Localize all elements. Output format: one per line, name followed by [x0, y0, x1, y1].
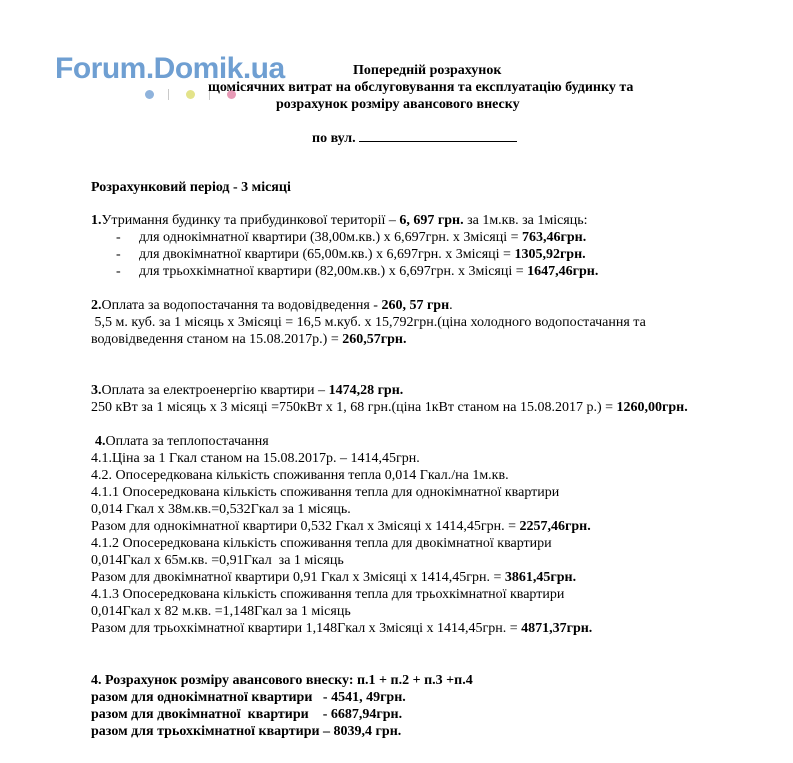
- section-4-line-8-text: Разом для двокімнатної квартири 0,91 Гкал х 3місяці х 1414,45грн. =: [91, 570, 505, 585]
- section-4-line-6: 4.1.2 Опосередкована кількість споживання тепла для двокімнатної квартири: [91, 536, 552, 551]
- section-4-title: Оплата за теплопостачання: [105, 434, 269, 449]
- section-4-line-7: 0,014Гкал х 65м.кв. =0,91Гкал за 1 місяць: [91, 553, 344, 568]
- address-line: [312, 128, 517, 147]
- section-1-item-2: [139, 246, 586, 263]
- section-1-item-1: [139, 229, 586, 246]
- item-text: для двокімнатної квартири (65,00м.кв.) х 6,697грн. х 3місяці =: [139, 247, 515, 262]
- section-4-line-3: 4.1.1 Опосередкована кількість споживання тепла для однокімнатної квартири: [91, 485, 560, 500]
- section-2-total: 260,57грн.: [342, 332, 407, 347]
- section-4-line-8: [91, 569, 576, 586]
- list-dash: -: [116, 264, 121, 279]
- section-4-line-9: 4.1.3 Опосередкована кількість споживання тепла для трьохкімнатної квартири: [91, 587, 565, 602]
- section-4-total-3: 4871,37грн.: [521, 621, 593, 636]
- section-4-line-11: [91, 620, 592, 637]
- period-line: Розрахунковий період - 3 місяці: [91, 180, 291, 195]
- section-1-number: 1.: [91, 213, 102, 228]
- item-total: 1647,46грн.: [527, 264, 599, 279]
- section-4-line-4: 0,014 Гкал х 38м.кв.=0,532Гкал за 1 місяць.: [91, 502, 351, 517]
- address-blank: [359, 128, 517, 142]
- section-2-text: Оплата за водопостачання та водовідведення -: [101, 298, 382, 313]
- section-4-total-2: 3861,45грн.: [504, 570, 577, 585]
- section-4-line-1: 4.1.Ціна за 1 Гкал станом на 15.08.2017р. – 1414,45грн.: [91, 451, 420, 466]
- section-2-tail: .: [449, 298, 453, 313]
- section-2-line-2: 5,5 м. куб. за 1 місяць х 3місяці = 16,5 м.куб. х 15,792грн.(ціна холодного водопостачання та: [91, 315, 646, 330]
- logo-dot-yellow-icon: [186, 90, 195, 99]
- item-total: 763,46грн.: [522, 230, 587, 245]
- section-2-rate: 260, 57 грн: [381, 298, 450, 313]
- section-3-text: Оплата за електроенергію квартири –: [101, 383, 329, 398]
- section-3-line-2-text: 250 кВт за 1 місяць х 3 місяці =750кВт х 1, 68 грн.(ціна 1кВт станом на 15.08.2017 р.) =: [91, 400, 617, 415]
- section-2-line-3: [91, 331, 406, 348]
- list-dash: -: [116, 247, 121, 262]
- section-1-tail: за 1м.кв. за 1місяць:: [463, 213, 588, 228]
- section-3-total: 1260,00грн.: [616, 400, 688, 415]
- section-2-heading: [91, 297, 453, 314]
- section-2-number: 2.: [91, 298, 102, 313]
- section-3-line-2: [91, 399, 688, 416]
- item-text: для однокімнатної квартири (38,00м.кв.) х 6,697грн. х 3місяці =: [139, 230, 523, 245]
- section-4-number: 4.: [95, 434, 106, 449]
- section-4-line-2: 4.2. Опосередкована кількість споживання тепла 0,014 Гкал./на 1м.кв.: [91, 468, 509, 483]
- item-text: для трьохкімнатної квартири (82,00м.кв.) х 6,697грн. х 3місяці =: [139, 264, 528, 279]
- list-dash: -: [116, 230, 121, 245]
- header-line-2: щомісячних витрат на обслуговування та експлуатацію будинку та: [208, 80, 634, 95]
- summary-line-3: разом для трьохкімнатної квартири – 8039,4 грн.: [91, 724, 402, 739]
- section-1-item-3: [139, 263, 598, 280]
- section-4-line-5: [91, 518, 591, 535]
- section-3-rate: 1474,28 грн.: [328, 383, 404, 398]
- logo-divider-icon: [168, 89, 169, 100]
- section-4-line-5-text: Разом для однокімнатної квартири 0,532 Гкал х 3місяці х 1414,45грн. =: [91, 519, 520, 534]
- address-label: по вул.: [312, 131, 356, 146]
- section-4-heading: [95, 433, 269, 450]
- section-4-line-11-text: Разом для трьохкімнатної квартири 1,148Гкал х 3місяці х 1414,45грн. =: [91, 621, 522, 636]
- summary-line-2: разом для двокімнатної квартири - 6687,94грн.: [91, 707, 403, 722]
- section-3-heading: [91, 382, 403, 399]
- summary-title: 4. Розрахунок розміру авансового внеску: п.1 + п.2 + п.3 +п.4: [91, 673, 473, 688]
- header-line-1: Попередній розрахунок: [353, 63, 502, 78]
- item-total: 1305,92грн.: [514, 247, 586, 262]
- section-1-heading: [91, 212, 588, 229]
- section-3-number: 3.: [91, 383, 102, 398]
- header-line-3: розрахунок розміру авансового внеску: [276, 97, 520, 112]
- section-1-rate: 6, 697 грн.: [399, 213, 464, 228]
- section-1-text: Утримання будинку та прибудинкової території –: [101, 213, 400, 228]
- section-2-line-3-text: водовідведення станом на 15.08.2017р.) =: [91, 332, 343, 347]
- section-4-line-10: 0,014Гкал х 82 м.кв. =1,148Гкал за 1 місяць: [91, 604, 351, 619]
- section-4-total-1: 2257,46грн.: [519, 519, 591, 534]
- summary-line-1: разом для однокімнатної квартири - 4541, 49грн.: [91, 690, 406, 705]
- forum-domik-logo: Forum.Domik.ua: [55, 52, 285, 85]
- logo-dot-blue-icon: [145, 90, 154, 99]
